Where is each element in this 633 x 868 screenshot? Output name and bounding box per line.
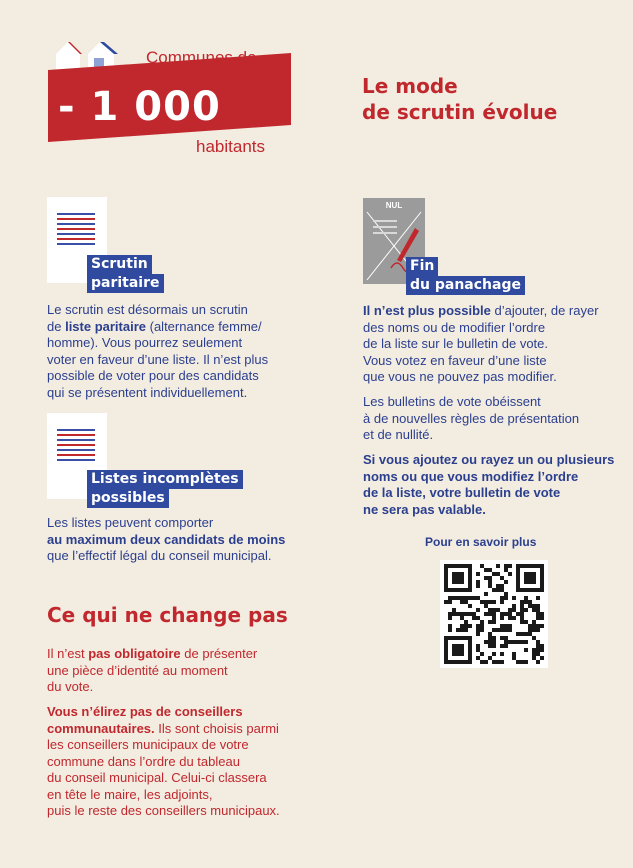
qr-code-icon[interactable] <box>440 560 548 668</box>
panachage-text-1: Il n’est plus possible d’ajouter, de rayer des noms ou de modifier l’ordre de la liste sur le bulletin de vote. Vous votez en faveur d’une liste que vous ne pouvez pas modifier. <box>363 303 599 384</box>
communes-label: Communes de <box>146 48 257 67</box>
change-text-1: Il n’est pas obligatoire de présenter une pièce d’identité au moment du vote. <box>47 646 258 694</box>
null-ballot-icon: NUL <box>363 198 425 284</box>
banner-number: - 1 000 <box>58 84 221 130</box>
scrutin-text: Le scrutin est désormais un scrutin de liste paritaire (alternance femme/ homme). Vous pourrez seulement voter en faveur d’une liste. Il n’est plus possible de voter pour des candidats qui se présentent individuellement. <box>47 302 269 400</box>
listes-tag: Listes incomplètes possibles <box>87 470 243 508</box>
habitants-label: habitants <box>196 137 265 156</box>
section-title: Ce qui ne change pas <box>47 603 288 627</box>
page-title: Le mode de scrutin évolue <box>362 74 558 124</box>
change-text-2: Vous n’élirez pas de conseillers communautaires. Ils sont choisis parmi les conseillers municipaux de votre commune dans l’ordre du tableau du conseil municipal. Celui-ci classera en tête le maire, les adjoints, puis le reste des conseillers municipaux. <box>47 704 280 818</box>
scrutin-tag: Scrutin paritaire <box>87 255 164 293</box>
more-info-label: Pour en savoir plus <box>425 535 537 549</box>
panachage-tag: Fin du panachage <box>406 257 525 295</box>
panachage-text-2: Les bulletins de vote obéissent à de nouvelles règles de présentation et de nullité. <box>363 394 580 442</box>
listes-text: Les listes peuvent comporter au maximum deux candidats de moins que l’effectif légal du conseil municipal. <box>47 515 286 563</box>
panachage-text-3: Si vous ajoutez ou rayez un ou plusieurs noms ou que vous modifiez l’ordre de la liste, votre bulletin de vote ne sera pas valable. <box>363 452 615 517</box>
